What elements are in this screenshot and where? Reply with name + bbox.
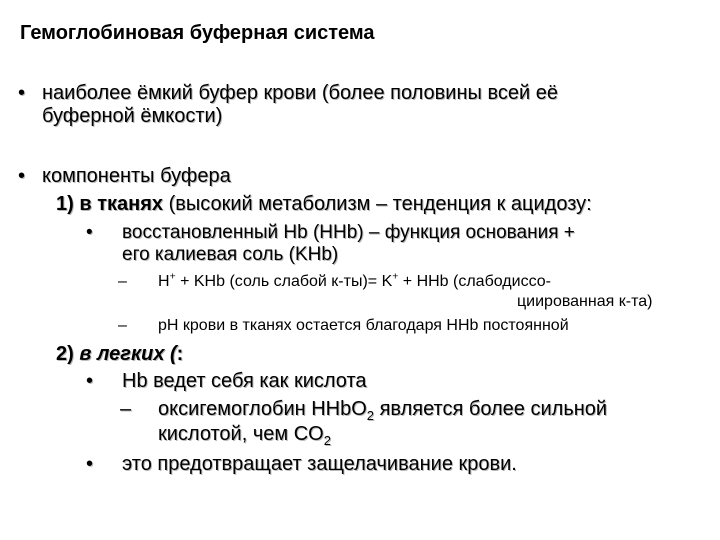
- reaction-part: + KHb (соль слабой к-ты)= K: [175, 273, 393, 290]
- bullet-icon: •: [86, 222, 93, 243]
- text-part: кислотой, чем CO: [158, 423, 324, 445]
- bullet-1-line-2: буферной ёмкости): [42, 105, 223, 127]
- dash-icon: –: [120, 398, 132, 420]
- subscript: 2: [323, 433, 331, 448]
- section-2-tail: :: [176, 343, 184, 365]
- bullet-icon: •: [86, 453, 94, 475]
- section-2-number: 2): [56, 343, 74, 365]
- text-part: оксигемоглобин HHbO: [158, 398, 367, 420]
- bullet-1-line-1: наиболее ёмкий буфер крови (более половины всей её: [42, 82, 558, 104]
- bullet-icon: •: [18, 165, 26, 187]
- superscript: +: [169, 271, 176, 283]
- dash-icon: –: [118, 317, 127, 334]
- reaction-line-1: [158, 273, 551, 291]
- reaction-part: H: [158, 273, 170, 290]
- section-1-sub-line-2: его калиевая соль (KHb): [122, 244, 339, 265]
- reaction-line-2: циированная к-та): [517, 293, 653, 310]
- section-2-heading: в легких (: [79, 343, 177, 365]
- section-1-rest: (высокий метаболизм – тенденция к ацидозу:: [163, 193, 592, 215]
- oxyhemoglobin-line-1: [158, 398, 607, 421]
- oxyhemoglobin-line-2: [158, 423, 331, 446]
- section-1-line: [56, 193, 592, 216]
- section-1-sub-line-1: восстановленный Hb (HHb) – функция основания +: [122, 222, 575, 243]
- section-2-sub-1: Hb ведет себя как кислота: [122, 370, 367, 392]
- ph-statement: pH крови в тканях остается благодаря HHb постоянной: [158, 317, 569, 334]
- bullet-2-text: компоненты буфера: [42, 165, 231, 187]
- text-part: является более сильной: [374, 398, 608, 420]
- slide-title: Гемоглобиновая буферная система: [20, 22, 375, 44]
- bullet-icon: •: [86, 370, 94, 392]
- section-1-heading: в тканях: [79, 193, 164, 215]
- section-2-line: [56, 343, 183, 366]
- subscript: 2: [366, 408, 375, 423]
- reaction-part: + HHb (слабодиссо-: [398, 273, 551, 290]
- section-2-sub-2: это предотвращает защелачивание крови.: [122, 453, 517, 475]
- superscript: +: [392, 271, 399, 283]
- dash-icon: –: [118, 273, 127, 290]
- section-1-number: 1): [56, 193, 74, 215]
- bullet-icon: •: [18, 82, 26, 104]
